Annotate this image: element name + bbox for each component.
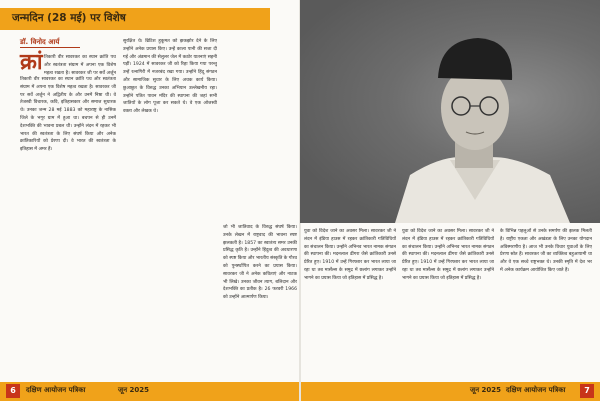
portrait-photo	[300, 0, 600, 223]
page-number-right: 7	[580, 384, 594, 398]
drop-cap: क्रां	[20, 50, 43, 75]
article-column-2: सुरक्षित थे। ब्रिटिश हुकूमत को झकझोर देने के लिए उन्होंने अनेक प्रयास किए। उन्हें काला पानी की सजा दी गई और अंडमान की सेलुलर जेल में कठोर यातनाएं सहनी पड़ीं। 1924 में सावरकर जी को रिहा किया गया परन्तु उन्हें रत्नागिरी में नजरबंद रखा गया। उन्होंने हिंदू संगठन और सामाजिक सुधार के लिए अथक कार्य किया। छुआछूत के विरुद्ध उनका अभियान उल्लेखनीय रहा। उन्होंने पतित पावन मंदिर की स्थापना की जहां सभी जातियों के लोग पूजा कर सकते थे। वे एक ओजस्वी वक्ता और लेखक थे।	[123, 39, 217, 115]
article-column-3: जो भी जातिवाद के विरुद्ध संघर्ष किया। उनके लेखन में राष्ट्रवाद की भावना स्पष्ट झलकती है। 1857 का स्वातंत्र्य समर उनकी प्रसिद्ध कृति है। उन्होंने हिंदुत्व की अवधारणा को स्पष्ट किया और भारतीय संस्कृति के गौरव को पुनर्स्थापित करने का प्रयास किया। सावरकर जी ने अनेक कविताएं और नाटक भी लिखे। उनका जीवन त्याग, बलिदान और देशभक्ति का प्रतीक है। 26 फरवरी 1966 को उन्होंने आत्मार्पण किया।	[223, 225, 297, 301]
page-number-left: 6	[6, 384, 20, 398]
section-header	[0, 8, 270, 30]
author-byline: डॉ. विनोद आर्य	[20, 38, 60, 46]
footer-magazine-right: दक्षिण आयोजन पत्रिका	[506, 386, 566, 394]
section-title: जन्मदिन (28 मई) पर विशेष	[12, 12, 126, 24]
article-column-4b: युवा को विदेश जाने का अवसर मिला। सावरकर जी ने लंदन में इंडिया हाउस में रहकर क्रांतिकारी गतिविधियों का संचालन किया। उन्होंने अभिनव भारत नामक संगठन की स्थापना की। मदनलाल ढींगरा जैसे क्रांतिकारी उनसे प्रेरित हुए। 1910 में उन्हें गिरफ्तार कर भारत लाया जा रहा था तब मार्सेल्स के समुद्र में छलांग लगाकर उन्होंने भागने का प्रयास किया जो इतिहास में प्रसिद्ध है।	[402, 229, 494, 281]
article-column-5: के विभिन्न पहलुओं से उनके समर्पण की झलक मिलती है। राष्ट्रीय एकता और अखंडता के लिए उनका योगदान अविस्मरणीय है। आज भी उनके विचार युवाओं के लिए प्रेरणा स्रोत हैं। सावरकर जी का व्यक्तित्व बहुआयामी था और वे एक सच्चे राष्ट्रभक्त थे। उनकी स्मृति में देश भर में अनेक कार्यक्रम आयोजित किए जाते हैं।	[500, 229, 592, 273]
article-column-4: युवा को विदेश जाने का अवसर मिला। सावरकर जी ने लंदन में इंडिया हाउस में रहकर क्रांतिकारी गतिविधियों का संचालन किया। उन्होंने अभिनव भारत नामक संगठन की स्थापना की। मदनलाल ढींगरा जैसे क्रांतिकारी उनसे प्रेरित हुए। 1910 में उन्हें गिरफ्तार कर भारत लाया जा रहा था तब मार्सेल्स के समुद्र में छलांग लगाकर उन्होंने भागने का प्रयास किया जो इतिहास में प्रसिद्ध है।	[304, 229, 396, 281]
footer-magazine-left: दक्षिण आयोजन पत्रिका	[26, 386, 86, 394]
article-column-1: तिकारी वीर सावरकर का स्थान क्रांति पथ और स्वतंत्रता संग्राम में अपना एक विशेष महत्व रखता है। सावरकर जी पर सर्वे अर्जुन ने अद्वितीय के और उनमें निष्ठा थी। वे तेजस्वी विचारक, कवि, इतिहासकार और समाज सुधारक थे। उनका जन्म 28 मई 1883 को महाराष्ट्र के नासिक जिले के भगूर ग्राम में हुआ था। बचपन से ही उनमें देशभक्ति की भावना प्रबल थी। उन्होंने लंदन में रहकर भी भारत की स्वतंत्रता के लिए संघर्ष किया और अनेक क्रांतिकारियों को प्रेरणा दी। वे भारत की स्वतंत्रता के इतिहास में अमर हैं।	[20, 77, 116, 153]
footer-date-right: जून 2025	[470, 386, 501, 394]
byline-rule	[20, 47, 80, 48]
savarkar-portrait-image	[300, 0, 600, 223]
footer-date-left: जून 2025	[118, 386, 149, 394]
article-column-1-intro: तिकारी वीर सावरकर का स्थान क्रांति पथ और स्वतंत्रता संग्राम में अपना एक विशेष महत्व रखता है। सावरकर जी पर सर्वे अर्जुन	[44, 55, 116, 76]
